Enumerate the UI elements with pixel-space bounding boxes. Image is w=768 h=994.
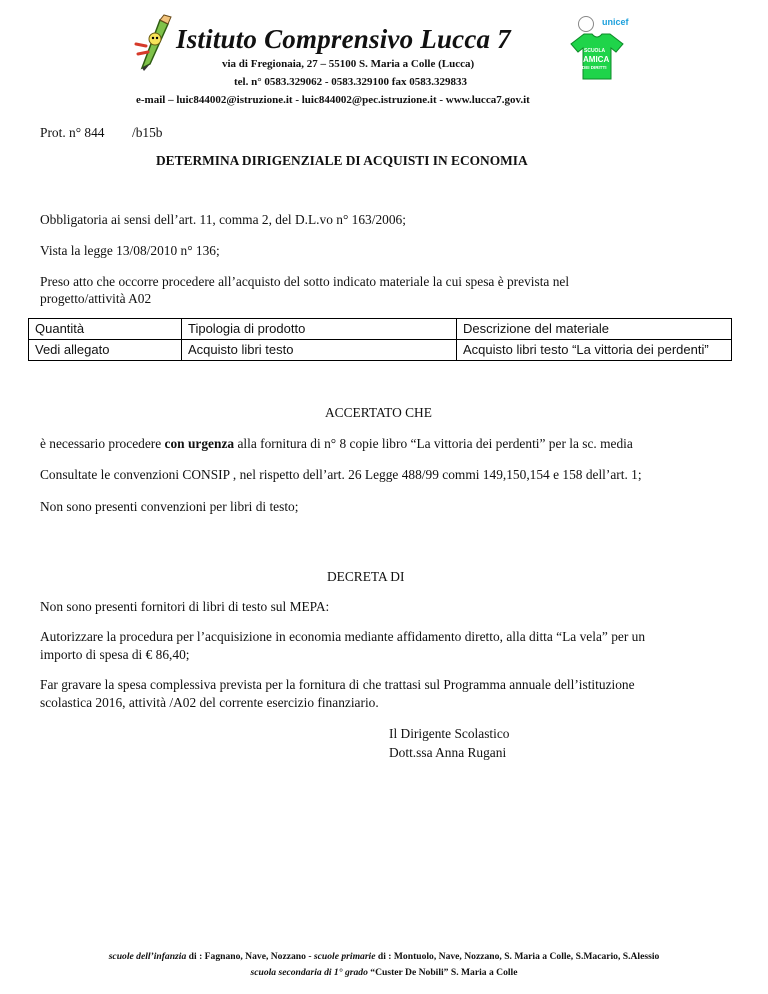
header-cell-quantity: Quantità: [29, 319, 182, 340]
republic-emblem-icon: [578, 16, 594, 32]
school-name: Istituto Comprensivo Lucca 7: [176, 24, 511, 54]
accertato-heading: ACCERTATO CHE: [325, 405, 432, 420]
accertato-line-2: Consultate le convenzioni CONSIP , nel rispetto dell’art. 26 Legge 488/99 commi 149,150,154 e 158 dell’art. 1;: [40, 467, 642, 482]
pencil-mascot-icon: [128, 14, 176, 72]
header-address: via di Fregionaia, 27 – 55100 S. Maria a Colle (Lucca): [222, 58, 475, 70]
accertato-line-3: Non sono presenti convenzioni per libri di testo;: [40, 499, 299, 514]
unicef-badge: unicef: [602, 17, 629, 27]
footer-infanzia-text: di : Fagnano, Nave, Nozzano -: [186, 951, 314, 962]
header-phone: tel. n° 0583.329062 - 0583.329100 fax 0583.329833: [234, 76, 467, 88]
premise-1: Obbligatoria ai sensi dell’art. 11, comma 2, del D.L.vo n° 163/2006;: [40, 212, 406, 227]
tshirt-text-3: DEI DIRITTI: [582, 65, 607, 70]
table-row: [29, 340, 732, 361]
cell-type: Acquisto libri testo: [182, 340, 457, 361]
footer-primarie-label: scuole primarie: [313, 951, 376, 962]
accertato-line-1-pre: è necessario procedere: [40, 436, 165, 451]
accertato-line-1-post: alla fornitura di n° 8 copie libro “La vittoria dei perdenti” per la sc. media: [234, 436, 633, 451]
cell-description: Acquisto libri testo “La vittoria dei perdenti”: [457, 340, 732, 361]
protocol-code: /b15b: [132, 125, 163, 140]
decreta-heading: DECRETA DI: [327, 569, 405, 584]
footer-secondaria-text: “Custer De Nobili” S. Maria a Colle: [367, 967, 518, 978]
footer-primarie-text: di : Montuolo, Nave, Nozzano, S. Maria a Colle, S.Macario, S.Alessio: [375, 951, 660, 962]
cell-quantity: Vedi allegato: [29, 340, 182, 361]
header-cell-type: Tipologia di prodotto: [182, 319, 457, 340]
signature-role: Il Dirigente Scolastico: [389, 726, 510, 741]
urgency-text: con urgenza: [164, 436, 235, 451]
document-title: DETERMINA DIRIGENZIALE DI ACQUISTI IN ECONOMIA: [156, 153, 528, 168]
protocol-number: Prot. n° 844: [40, 125, 105, 140]
footer-infanzia-label: scuole dell’infanzia: [108, 951, 187, 962]
accertato-line-1: [40, 435, 633, 453]
premise-3a: Preso atto che occorre procedere all’acquisto del sotto indicato materiale la cui spesa è prevista nel: [40, 274, 570, 289]
footer-line-1: [0, 951, 768, 962]
decreta-line-1: Non sono presenti fornitori di libri di testo sul MEPA:: [40, 599, 330, 614]
header-contacts: e-mail – luic844002@istruzione.it - luic844002@pec.istruzione.it - www.lucca7.gov.it: [136, 94, 530, 106]
header-cell-description: Descrizione del materiale: [457, 319, 732, 340]
footer-secondaria-label: scuola secondaria di 1° grado: [250, 967, 368, 978]
decreta-line-2b: importo di spesa di € 86,40;: [40, 647, 190, 662]
premise-2: Vista la legge 13/08/2010 n° 136;: [40, 243, 220, 258]
materials-table: [28, 318, 732, 361]
footer-line-2: [0, 967, 768, 978]
table-header-row: [29, 319, 732, 340]
premise-3b: progetto/attività A02: [40, 291, 152, 306]
signature-name: Dott.ssa Anna Rugani: [389, 745, 507, 760]
tshirt-text-1: SCUOLA: [584, 48, 606, 54]
tshirt-text-2: AMICA: [583, 55, 610, 64]
decreta-line-3a: Far gravare la spesa complessiva prevista per la fornitura di che trattasi sul Programma annuale dell’istituzione: [40, 677, 635, 692]
decreta-line-3b: scolastica 2016, attività /A02 del corrente esercizio finanziario.: [40, 695, 379, 710]
decreta-line-2a: Autorizzare la procedura per l’acquisizione in economia mediante affidamento diretto, alla ditta “La vela” per un: [40, 629, 646, 644]
